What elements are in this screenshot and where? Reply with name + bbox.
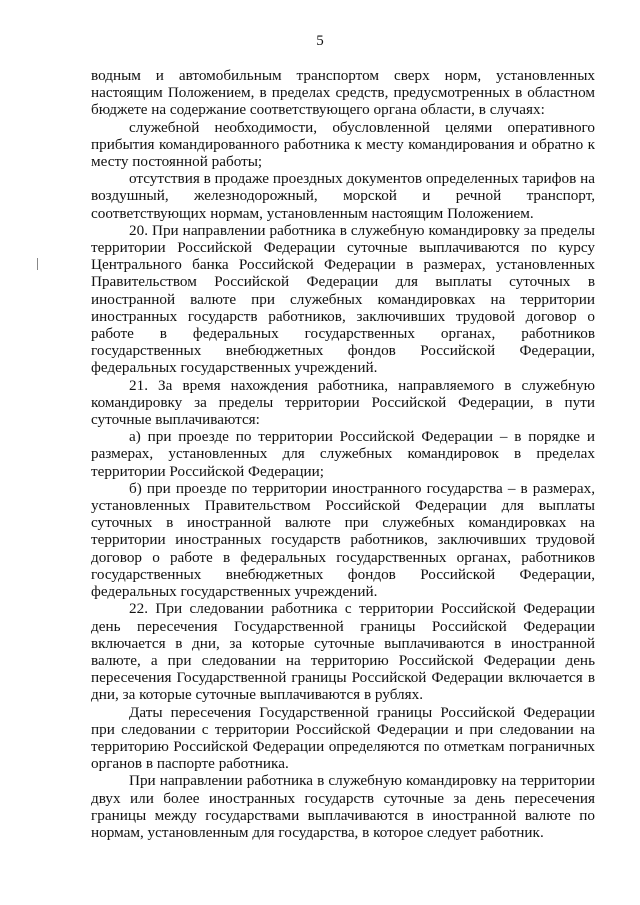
paragraph-clause-21-b: б) при проезде по территории иностранного государства – в размерах, установленных Правительством Российской Федерации для выплаты суточных в иностранной валюте при служебных командировках на территории иностранных государств работников, заключивших трудовой договор о работе в федеральных государственных органах, работников государственных внебюджетных фондов Российской Федерации, федеральных государственных учреждений. [91, 479, 595, 601]
paragraph-clause-20: 20. При направлении работника в служебную командировку за пределы территории Российской Федерации суточные выплачиваются по курсу Центрального банка Российской Федерации в размерах, установленных Правительством Российской Федерации для выплаты суточных в иностранной валюте при служебных командировках на территории иностранных государств работников, заключивших трудовой договор о работе в федеральных государственных органах, работников государственных внебюджетных фондов Российской Федерации, федеральных государственных учреждений. [91, 221, 595, 377]
paragraph-clause-21: 21. За время нахождения работника, направляемого в служебную командировку за пределы территории Российской Федерации, в пути суточные выплачиваются: [91, 376, 595, 429]
paragraph-continuation: водным и автомобильным транспортом сверх норм, установленных настоящим Положением, в пределах средств, предусмотренных в областном бюджете на содержание соответствующего органа области, в случаях: [91, 67, 595, 119]
paragraph-multiple-states: При направлении работника в служебную командировку на территории двух или более иностранных государств суточные за день пересечения границы между государствами выплачиваются в иностранной валюте по нормам, установленным для государства, в которое следует работник. [91, 772, 595, 841]
paragraph-border-dates: Даты пересечения Государственной границы Российской Федерации при следовании с территории Российской Федерации и при следовании на территорию Российской Федерации определяются по отметкам пограничных органов в паспорте работника. [91, 703, 595, 773]
scan-mark [37, 258, 38, 270]
paragraph-case-necessity: служебной необходимости, обусловленной целями оперативного прибытия командированного работника к месту командирования и обратно к месту постоянной работы; [91, 118, 595, 171]
document-body [91, 67, 595, 841]
paragraph-clause-22: 22. При следовании работника с территории Российской Федерации день пересечения Государственной границы Российской Федерации включается в дни, за которые суточные выплачиваются в иностранной валюте, а при следовании на территорию Российской Федерации день пересечения Государственной границы Российской Федерации включается в дни, за которые суточные выплачиваются в рублях. [91, 600, 595, 704]
paragraph-case-no-tickets: отсутствия в продаже проездных документов определенных тарифов на воздушный, железнодорожный, морской и речной транспорт, соответствующих нормам, установленным настоящим Положением. [91, 170, 595, 222]
paragraph-clause-21-a: а) при проезде по территории Российской Федерации – в порядке и размерах, установленных для служебных командировок в пределах территории Российской Федерации; [91, 428, 595, 480]
page-number: 5 [316, 33, 324, 49]
